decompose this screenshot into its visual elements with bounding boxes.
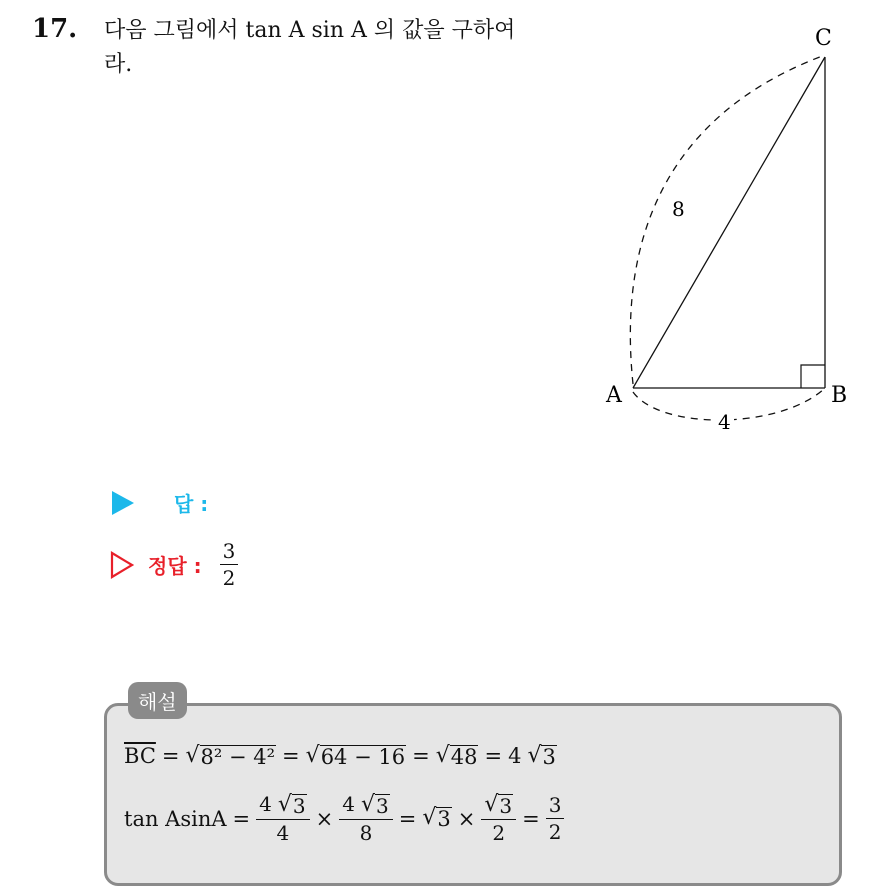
solution-line-2: tan AsinA = 4 √ 3 4 × 4 √ 3 8 = √ 3 × √ 3 2 = $\frac{3}{2}$ — [124, 793, 564, 844]
solution-label: 해설 — [128, 682, 187, 719]
equals: = — [161, 744, 180, 768]
correct-answer-fraction — [220, 540, 239, 589]
play-arrow-icon — [112, 491, 134, 515]
side-ab-length: 4 — [718, 410, 731, 434]
question-number: 17. — [32, 14, 78, 44]
fraction: 4 √ 3 8 — [339, 793, 393, 844]
answer-row — [112, 488, 208, 517]
tan-sin-expression: tan AsinA — [124, 806, 227, 831]
sqrt-expression: √ 64 − 16 — [305, 742, 406, 769]
correct-answer-row — [110, 540, 238, 589]
vertex-c-label: C — [815, 26, 832, 51]
sqrt-expression: √ 3 — [527, 742, 556, 769]
vertex-b-label: B — [831, 383, 848, 408]
answer-label: 답 : — [174, 492, 209, 516]
fraction: 4 √ 3 4 — [256, 793, 310, 844]
solution-line-1: $\overline{BC}$ = √ 8² − 4² = √ 64 − 16 = √ 48 = 4 √ 3 — [124, 742, 556, 769]
correct-answer-denominator: 2 — [222, 566, 236, 590]
question-text-line-1: 다음 그림에서 tan A sin A 의 값을 구하여 — [104, 18, 516, 43]
fraction: √ 3 2 — [481, 793, 516, 844]
arc-ac — [630, 55, 825, 384]
correct-answer-numerator: 3 — [222, 539, 236, 563]
fraction: $\frac{3}{2}$ — [546, 794, 565, 843]
sqrt-expression: √ 3 — [422, 805, 451, 831]
right-angle-marker — [801, 365, 825, 388]
correct-answer-label: 정답 : — [148, 554, 202, 578]
outline-arrow-icon — [110, 551, 134, 579]
segment-bc: $\overline{BC}$ — [124, 744, 156, 768]
sqrt-expression: √ 48 — [435, 742, 478, 769]
question-text-line-2: 라. — [104, 52, 133, 77]
side-ac-length: 8 — [672, 197, 685, 221]
sqrt-expression: √ 8² − 4² — [185, 742, 276, 769]
vertex-a-label: A — [606, 383, 622, 408]
side-ac — [633, 57, 825, 388]
